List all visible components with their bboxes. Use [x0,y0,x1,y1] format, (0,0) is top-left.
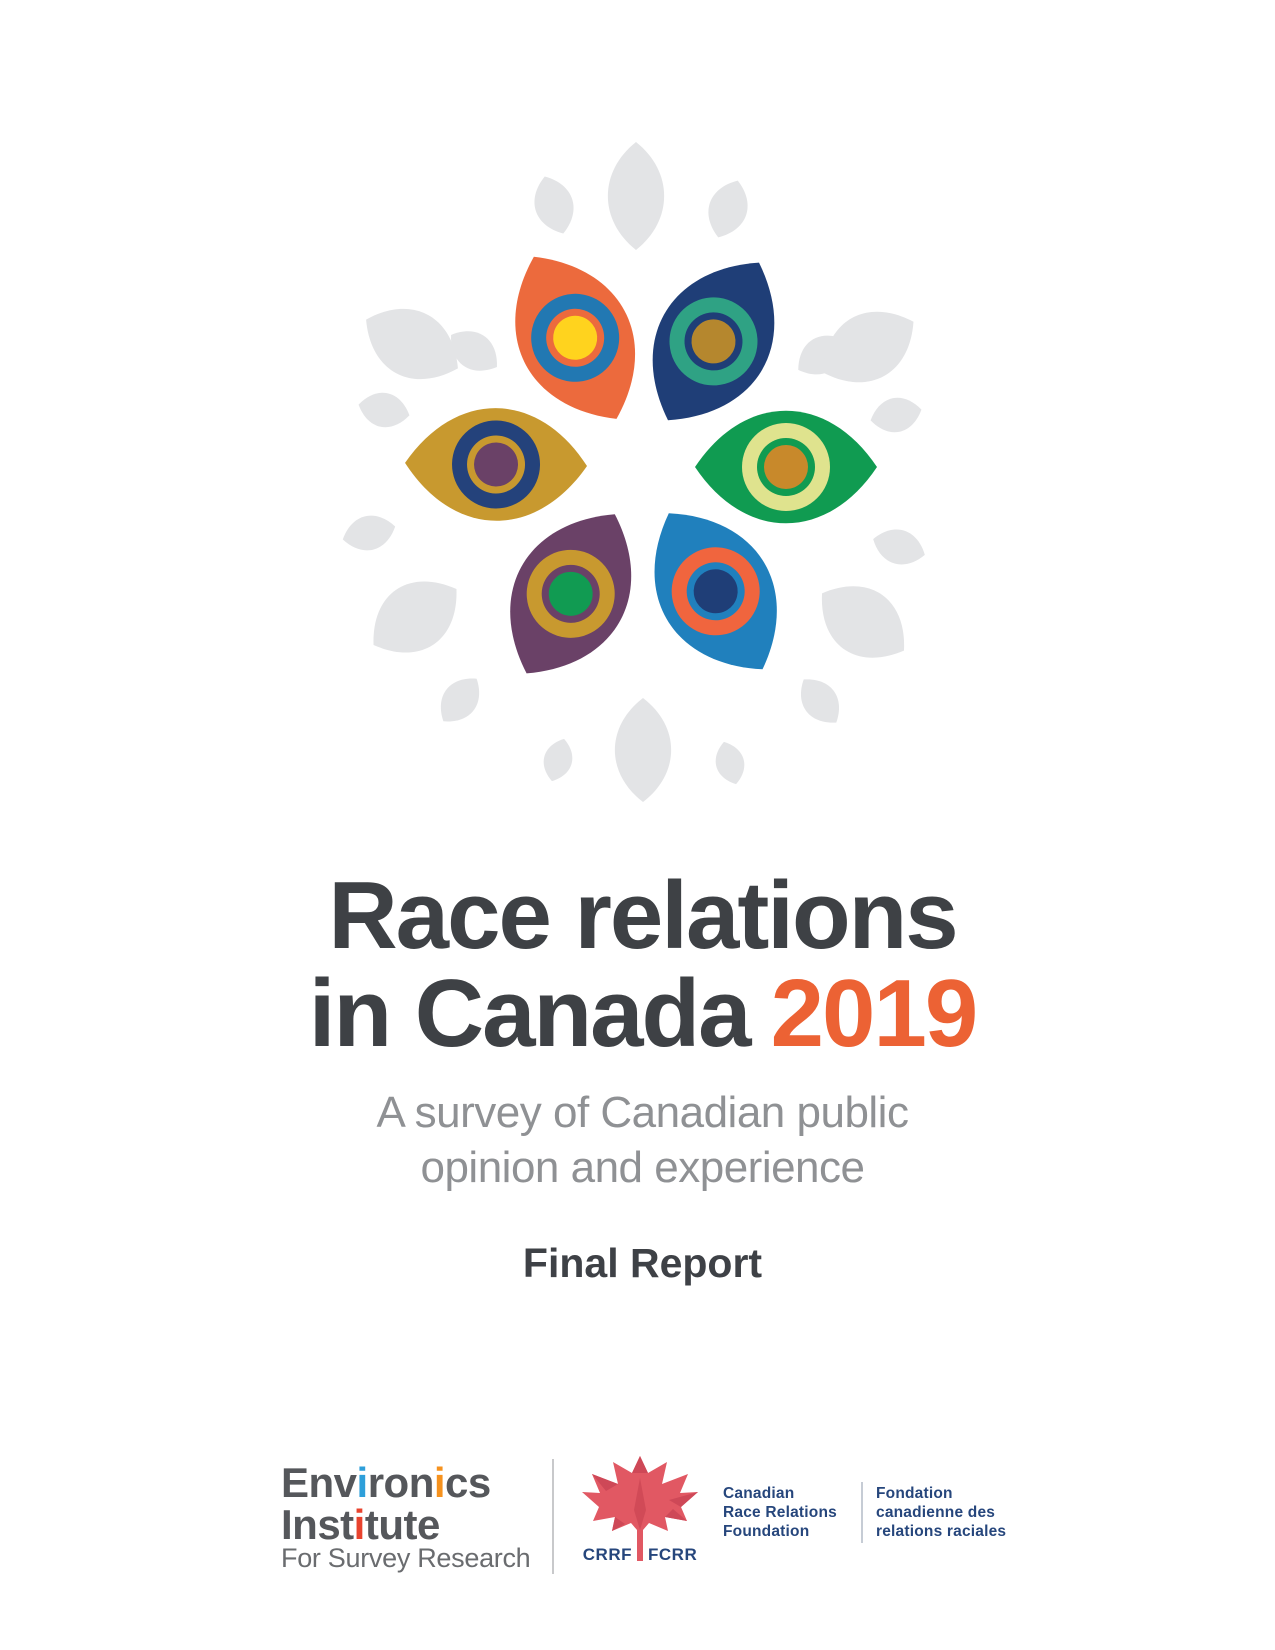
env-text: tute [364,1501,440,1548]
crrf-fr-line: canadienne des [876,1504,996,1521]
flower-gray-petal [710,738,749,788]
env-blue-i: i [356,1459,368,1506]
flower-green-petal [695,411,877,524]
flower-gray-petal [608,142,664,250]
flower-logo [330,135,950,815]
environics-wordmark-line-2 [281,1501,530,1548]
env-red-i: i [353,1501,365,1548]
title-line-2-text: in Canada [308,960,750,1067]
env-text: Env [281,1459,357,1506]
title-line-1: Race relations [328,862,957,969]
env-orange-i: i [433,1459,446,1506]
flower-gray-petal [700,174,756,243]
subtitle-line-2: opinion and experience [420,1143,865,1192]
flower-gray-petal [867,393,925,437]
flower-gray-petal [803,566,923,678]
flower-gray-petal [355,562,475,673]
title-line-2 [5,960,1275,1067]
crrf-abbr-fr: FCRR [648,1545,698,1564]
crrf-abbr-en: CRRF [582,1545,632,1564]
crrf-abbreviations [581,1546,699,1564]
crrf-fr-line: relations raciales [876,1523,1007,1540]
crrf-name-french [876,1484,1006,1541]
crrf-en-line: Race Relations [723,1504,837,1521]
flower-gray-petal [615,698,671,802]
flower-gray-petal [339,510,400,556]
flower-gray-petal [527,171,582,240]
environics-wordmark-line-1 [281,1459,530,1506]
title-year: 2019 [770,960,977,1067]
env-text: ron [367,1459,434,1506]
page-title [5,862,1275,1067]
env-text: Inst [281,1501,354,1548]
crrf-en-line: Canadian [723,1485,795,1502]
flower-gray-petal [538,735,577,785]
subtitle [5,1085,1275,1195]
flower-gray-petal [430,668,490,732]
footer-divider-right [861,1482,863,1543]
environics-tagline: For Survey Research [281,1543,531,1573]
flower-gold-petal [404,407,588,523]
environics-institute-logo [281,1459,531,1573]
report-type-label: Final Report [522,1240,763,1286]
crrf-en-line: Foundation [723,1523,810,1540]
subtitle-line-1: A survey of Canadian public [376,1088,909,1137]
crrf-fr-line: Fondation [876,1485,953,1502]
flower-gray-petal [790,669,850,733]
footer-divider-left [552,1459,554,1574]
flower-gray-petal [355,388,413,432]
crrf-name-english [723,1484,837,1541]
env-text: cs [445,1459,491,1506]
flower-gray-petal [868,523,930,571]
